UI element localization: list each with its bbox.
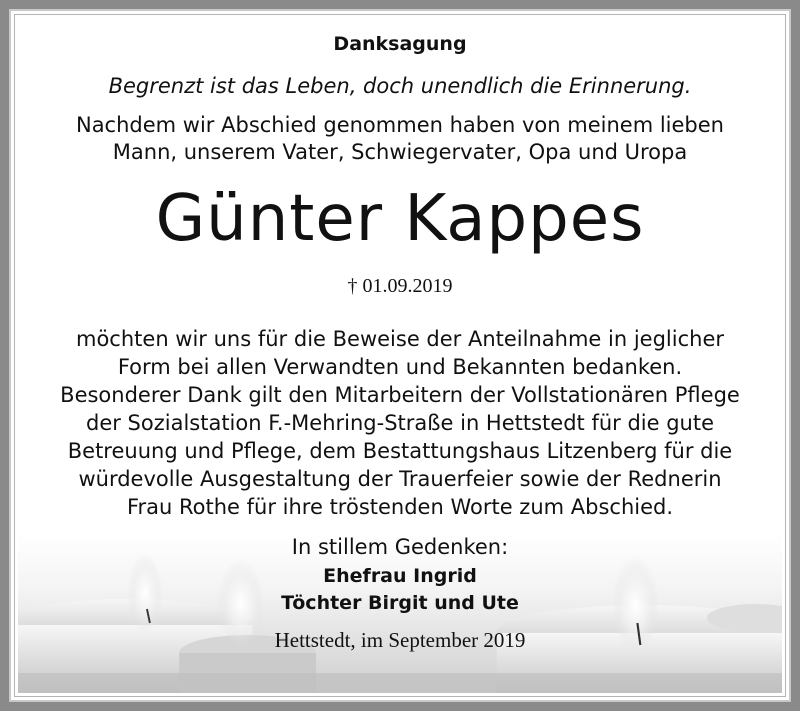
- deceased-name: Günter Kappes: [155, 182, 645, 256]
- death-date: † 01.09.2019: [347, 275, 453, 297]
- place-date: Hettstedt, im September 2019: [274, 628, 526, 652]
- body-line: der Sozialstation F.-Mehring-Straße in Hettstedt für die gute: [85, 411, 715, 435]
- motto: Begrenzt ist das Leben, doch unendlich die Erinnerung.: [108, 74, 692, 98]
- notice-heading: Danksagung: [333, 33, 467, 55]
- signature: Töchter Birgit und Ute: [281, 592, 519, 614]
- body-line: Besonderer Dank gilt den Mitarbeitern der Vollstationären Pflege: [60, 383, 740, 407]
- intro-line: Mann, unserem Vater, Schwiegervater, Opa und Uropa: [112, 140, 688, 164]
- body-line: möchten wir uns für die Beweise der Anteilnahme in jeglicher: [76, 327, 724, 351]
- body-line: Form bei allen Verwandten und Bekannten bedanken.: [117, 355, 683, 379]
- body-line: Frau Rothe für ihre tröstenden Worte zum Abschied.: [126, 495, 674, 519]
- signature: Ehefrau Ingrid: [323, 565, 477, 587]
- body-line: Betreuung und Pflege, dem Bestattungshaus Litzenberg für die: [67, 439, 733, 463]
- closing-phrase: In stillem Gedenken:: [291, 535, 509, 559]
- intro-line: Nachdem wir Abschied genommen haben von meinem lieben: [75, 113, 724, 137]
- body-line: würdevolle Ausgestaltung der Trauerfeier sowie der Rednerin: [78, 467, 722, 491]
